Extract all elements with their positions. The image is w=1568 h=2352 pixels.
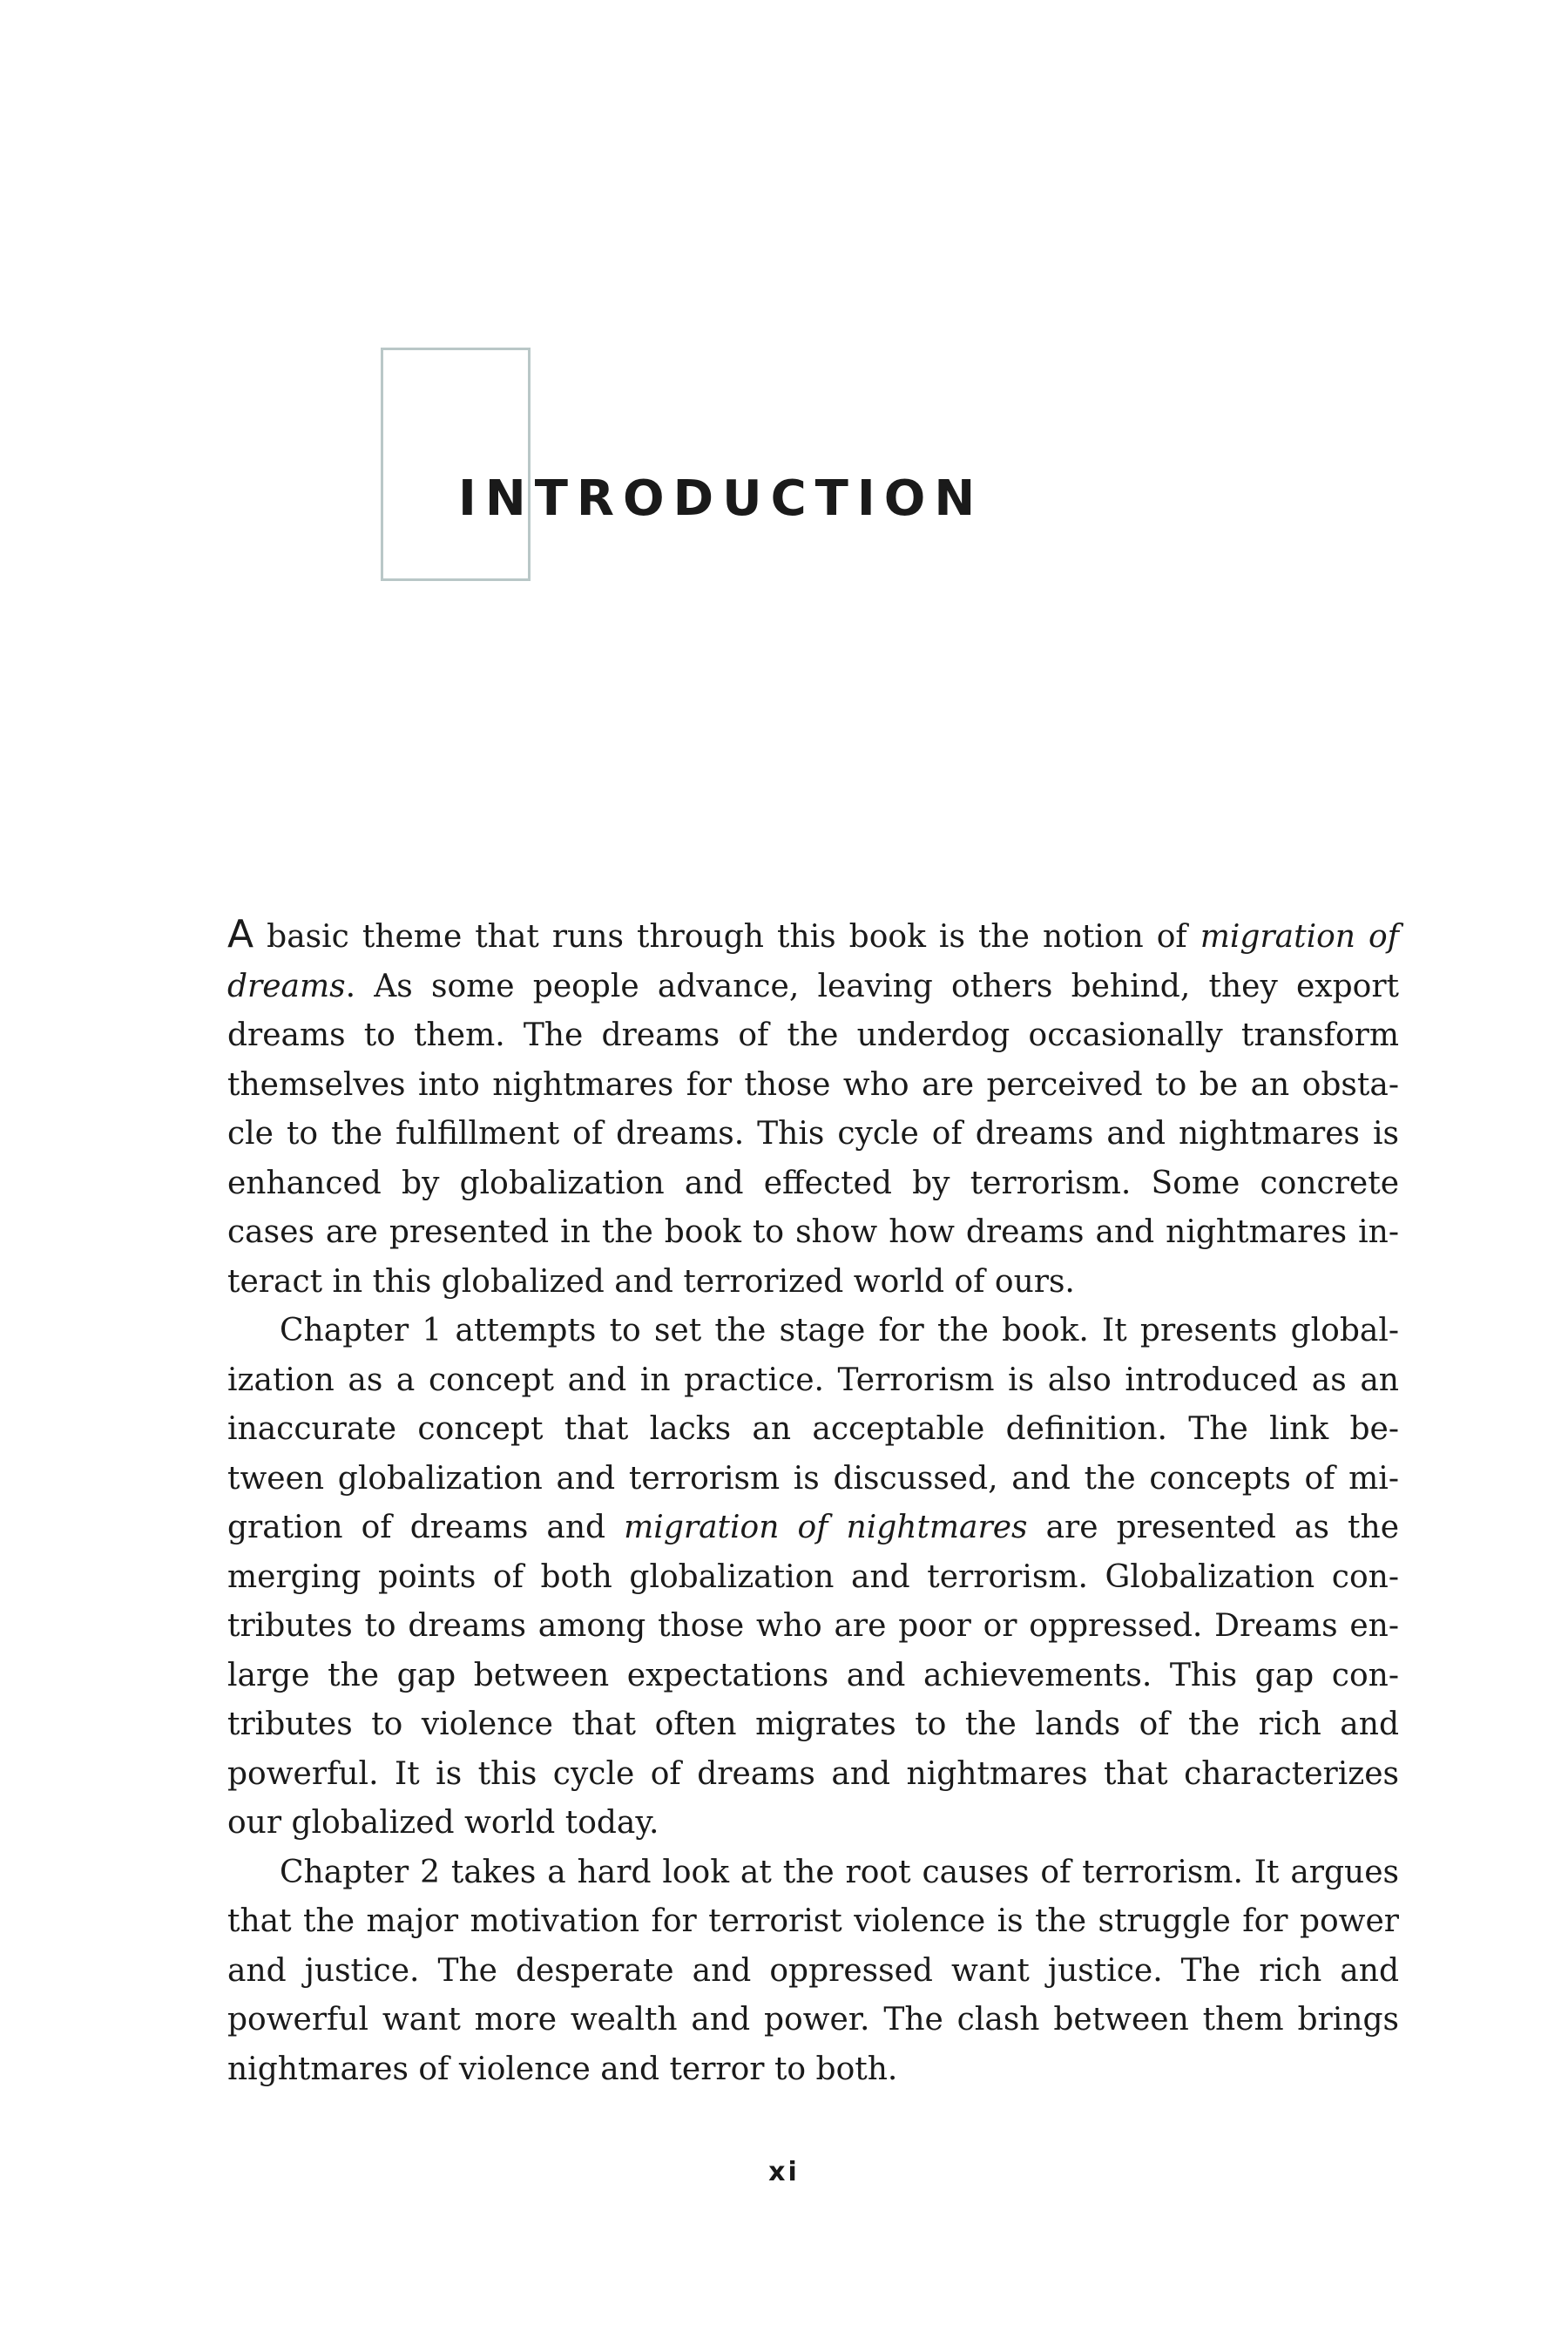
text-line xyxy=(227,963,1399,1012)
text-line: Chapter 2 takes a hard look at the root causes of terrorism. It argues xyxy=(280,1854,1399,1890)
text-line: dreams to them. The dreams of the underdog occasionally transform xyxy=(227,1017,1399,1053)
italic-term: migration of xyxy=(1200,919,1399,955)
chapter-title: INTRODUCTION xyxy=(458,470,984,527)
drop-cap: A xyxy=(227,912,254,956)
text-line: our globalized world today. xyxy=(227,1805,659,1841)
text-line: tween globalization and terrorism is discussed, and the concepts of mi- xyxy=(227,1460,1399,1497)
text-line: themselves into nightmares for those who are perceived to be an obsta- xyxy=(227,1066,1399,1103)
text-run: . As some people advance, leaving others behind, they export xyxy=(345,968,1399,1004)
text-run: are presented as the xyxy=(1027,1510,1400,1545)
text-line: nightmares of violence and terror to both. xyxy=(227,2051,898,2087)
italic-term: dreams xyxy=(227,968,346,1004)
page-number: xi xyxy=(768,2157,800,2187)
text-line: enhanced by globalization and effected by terrorism. Some concrete xyxy=(227,1165,1399,1201)
text-line: tributes to dreams among those who are poor or oppressed. Dreams en- xyxy=(227,1608,1399,1644)
italic-term: migration of nightmares xyxy=(624,1510,1028,1545)
text-line: ization as a concept and in practice. Terrorism is also introduced as an xyxy=(227,1362,1399,1398)
text-line: tributes to violence that often migrates to the lands of the rich and xyxy=(227,1707,1399,1742)
text-line: teract in this globalized and terrorized world of ours. xyxy=(227,1263,1075,1300)
text-line: cases are presented in the book to show how dreams and nightmares in- xyxy=(227,1214,1399,1250)
text-line: and justice. The desperate and oppressed want justice. The rich and xyxy=(227,1952,1399,1989)
text-line: cle to the fulfillment of dreams. This cycle of dreams and nightmares is xyxy=(227,1116,1399,1152)
text-run: gration of dreams and xyxy=(227,1510,625,1545)
text-line: large the gap between expectations and achievements. This gap con- xyxy=(227,1657,1399,1693)
text-line: powerful. It is this cycle of dreams and nightmares that characterizes xyxy=(227,1755,1399,1792)
text-line xyxy=(227,1504,1399,1553)
text-line: powerful want more wealth and power. The clash between them brings xyxy=(227,2002,1399,2038)
body-text xyxy=(227,910,1399,2094)
text-line xyxy=(227,910,1399,963)
title-frame-box xyxy=(381,348,531,581)
text-line: merging points of both globalization and terrorism. Globalization con- xyxy=(227,1558,1399,1595)
text-line: that the major motivation for terrorist violence is the struggle for power xyxy=(227,1903,1399,1939)
text-line: inaccurate concept that lacks an acceptable definition. The link be- xyxy=(227,1411,1399,1447)
text-line: Chapter 1 attempts to set the stage for the book. It presents global- xyxy=(280,1313,1399,1348)
text-run: basic theme that runs through this book is the notion of xyxy=(253,919,1200,955)
